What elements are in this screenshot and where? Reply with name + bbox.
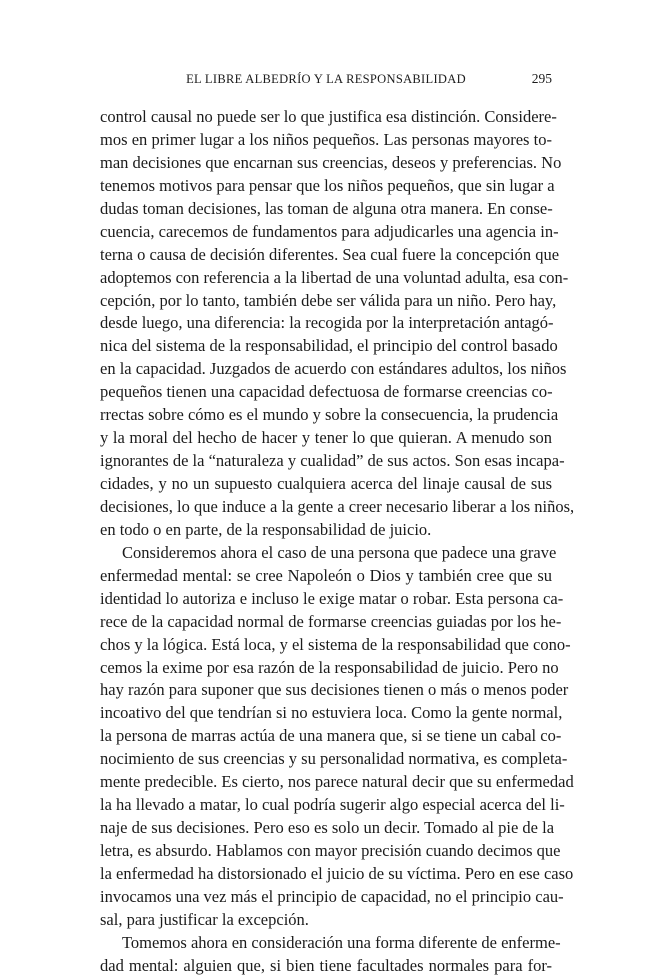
text-line: man decisiones que encarnan sus creencias, deseos y preferencias. No [100,152,562,172]
text-line: adoptemos con referencia a la libertad de una voluntad adulta, esa con- [100,267,569,287]
page-number: 295 [531,71,552,86]
text-line: cemos la exime por esa razón de la responsabilidad de juicio. Pero no [100,657,559,677]
text-line: y la moral del hecho de hacer y tener lo que quieran. A menudo son [100,428,552,448]
text-line: decisiones, lo que induce a la gente a creer necesario liberar a los niños, [100,496,575,516]
text-line: enfermedad mental: se cree Napoleón o Dios y también cree que su [100,565,552,585]
text-line: mente predecible. Es cierto, nos parece natural decir que su enfermedad [100,772,574,792]
text-line: la persona de marras actúa de una manera que, si se tiene un cabal co- [100,726,562,746]
text-line: tenemos motivos para pensar que los niños pequeños, que sin lugar a [100,175,555,195]
text-line: pequeños tienen una capacidad defectuosa de formarse creencias co- [100,382,553,402]
text-line: mos en primer lugar a los niños pequeños. Las personas mayores to- [100,129,552,149]
text-line: control causal no puede ser lo que justifica esa distinción. Considere- [100,107,557,126]
text-line: rrectas sobre cómo es el mundo y sobre la consecuencia, la prudencia [100,405,559,425]
text-line: naje de sus decisiones. Pero eso es solo un decir. Tomado al pie de la [100,818,555,838]
text-line: nocimiento de sus creencias y su personalidad normativa, es completa- [100,749,568,769]
text-line: Tomemos ahora en consideración una forma diferente de enferme- [122,932,561,952]
text-line: hay razón para suponer que sus decisiones tienen o más o menos poder [100,680,569,700]
text-line: desde luego, una diferencia: la recogida por la interpretación antagó- [100,313,554,333]
text-line: incoativo del que tendrían si no estuviera loca. Como la gente normal, [100,703,563,723]
running-head [100,70,552,88]
text-line: dudas toman decisiones, las toman de alguna otra manera. En conse- [100,198,553,218]
text-line: dad mental: alguien que, si bien tiene facultades normales para for- [100,955,552,975]
text-line: invocamos una vez más el principio de capacidad, no el principio cau- [100,886,564,906]
text-line: cuencia, carecemos de fundamentos para adjudicarles una agencia in- [100,221,559,241]
running-title: EL LIBRE ALBEDRÍO Y LA RESPONSABILIDAD [186,72,466,86]
text-line: letra, es absurdo. Hablamos con mayor precisión cuando decimos que [100,841,561,860]
text-line: cidades, y no un supuesto cualquiera acerca del linaje causal de sus [100,474,552,493]
body-text [100,106,575,978]
text-line: sal, para justificar la excepción. [100,909,309,929]
text-line: cepción, por lo tanto, también debe ser válida para un niño. Pero hay, [100,290,557,310]
text-line: en la capacidad. Juzgados de acuerdo con estándares adultos, los niños [100,359,567,379]
text-line: terna o causa de decisión diferentes. Sea cual fuere la concepción que [100,244,560,264]
text-line: rece de la capacidad normal de formarse creencias guiadas por los he- [100,611,562,631]
text-line: en todo o en parte, de la responsabilidad de juicio. [100,519,432,539]
text-line: la ha llevado a matar, lo cual podría sugerir algo especial acerca del li- [100,795,565,815]
text-line: nica del sistema de la responsabilidad, el principio del control basado [100,336,558,356]
text-line: chos y la lógica. Está loca, y el sistema de la responsabilidad que cono- [100,634,571,654]
text-line: identidad lo autoriza e incluso le exige matar o robar. Esta persona ca- [100,588,564,608]
text-line: Consideremos ahora el caso de una persona que padece una grave [122,542,557,562]
text-line: la enfermedad ha distorsionado el juicio de su víctima. Pero en ese caso [100,863,574,883]
text-line: ignorantes de la “naturaleza y cualidad” de sus actos. Son esas incapa- [100,451,565,471]
